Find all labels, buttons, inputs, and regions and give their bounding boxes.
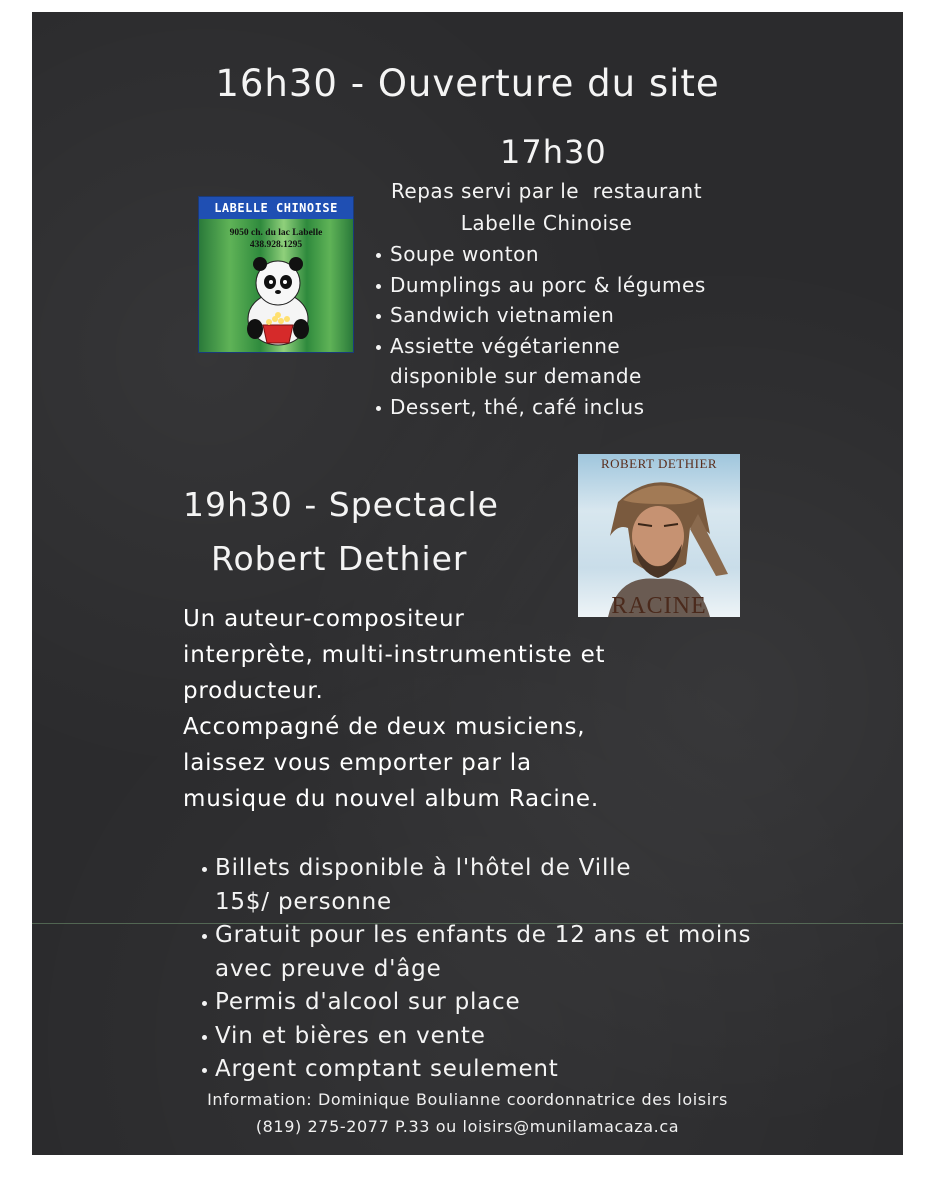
album-cover	[578, 454, 740, 617]
detail-item	[202, 1020, 751, 1054]
detail-item	[202, 1053, 751, 1087]
description-line: interprète, multi-instrumentiste et	[183, 642, 606, 668]
footer-info-line: Information: Dominique Boulianne coordonnatrice des loisirs	[207, 1090, 728, 1109]
description-line: producteur.	[183, 678, 324, 704]
restaurant-address: 9050 ch. du lac Labelle	[229, 228, 323, 238]
menu-item-continuation-text: disponible sur demande	[390, 364, 642, 389]
detail-item-line2: 15$/ personne	[215, 888, 392, 915]
description-line: Accompagné de deux musiciens,	[183, 714, 586, 740]
album-artist-text: ROBERT DETHIER	[600, 456, 718, 471]
details-list	[202, 852, 751, 1087]
menu-list	[374, 239, 706, 423]
description-line: musique du nouvel album Racine.	[183, 786, 599, 812]
album-title-text: RACINE	[611, 593, 707, 617]
menu-item: Soupe wonton	[374, 239, 706, 270]
restaurant-logo-name: LABELLE CHINOISE	[199, 197, 353, 219]
panda-icon	[233, 249, 323, 349]
detail-item-line1: Billets disponible à l'hôtel de Ville	[215, 855, 632, 881]
description-line: Un auteur-compositeur	[183, 606, 465, 632]
restaurant-phone: 438.928.1295	[249, 240, 303, 250]
menu-item: Sandwich vietnamien	[374, 300, 706, 331]
restaurant-logo	[198, 196, 354, 353]
meal-intro	[374, 175, 719, 239]
detail-item-line1: Gratuit pour les enfants de 12 ans et moins	[215, 922, 752, 948]
show-description	[183, 601, 673, 817]
description-line: laissez vous emporter par la	[183, 750, 532, 776]
menu-item: Dumplings au porc & légumes	[374, 270, 706, 301]
meal-intro-line2: Labelle Chinoise	[460, 211, 633, 235]
menu-item: Dessert, thé, café inclus	[374, 392, 706, 423]
detail-item-line1: Vin et bières en vente	[215, 1022, 486, 1049]
show-time: 19h30 - Spectacle	[183, 485, 499, 524]
menu-item: Assiette végétarienne	[374, 331, 706, 362]
detail-item-line1: Permis d'alcool sur place	[215, 989, 521, 1015]
detail-item-line1: Argent comptant seulement	[215, 1056, 559, 1082]
event-poster	[32, 12, 903, 1155]
detail-item	[202, 919, 751, 986]
show-artist: Robert Dethier	[211, 539, 468, 578]
detail-item-line2: avec preuve d'âge	[215, 955, 442, 982]
restaurant-logo-address	[199, 227, 353, 251]
contact-footer	[32, 1086, 903, 1140]
detail-item	[202, 986, 751, 1020]
footer-contact-line: (819) 275-2077 P.33 ou loisirs@munilamacaza.ca	[255, 1117, 680, 1136]
meal-time: 17h30	[500, 133, 607, 171]
opening-title: 16h30 - Ouverture du site	[215, 62, 720, 105]
menu-item-continuation	[374, 361, 706, 392]
meal-intro-line1: Repas servi par le restaurant	[390, 179, 703, 203]
detail-item	[202, 852, 751, 919]
